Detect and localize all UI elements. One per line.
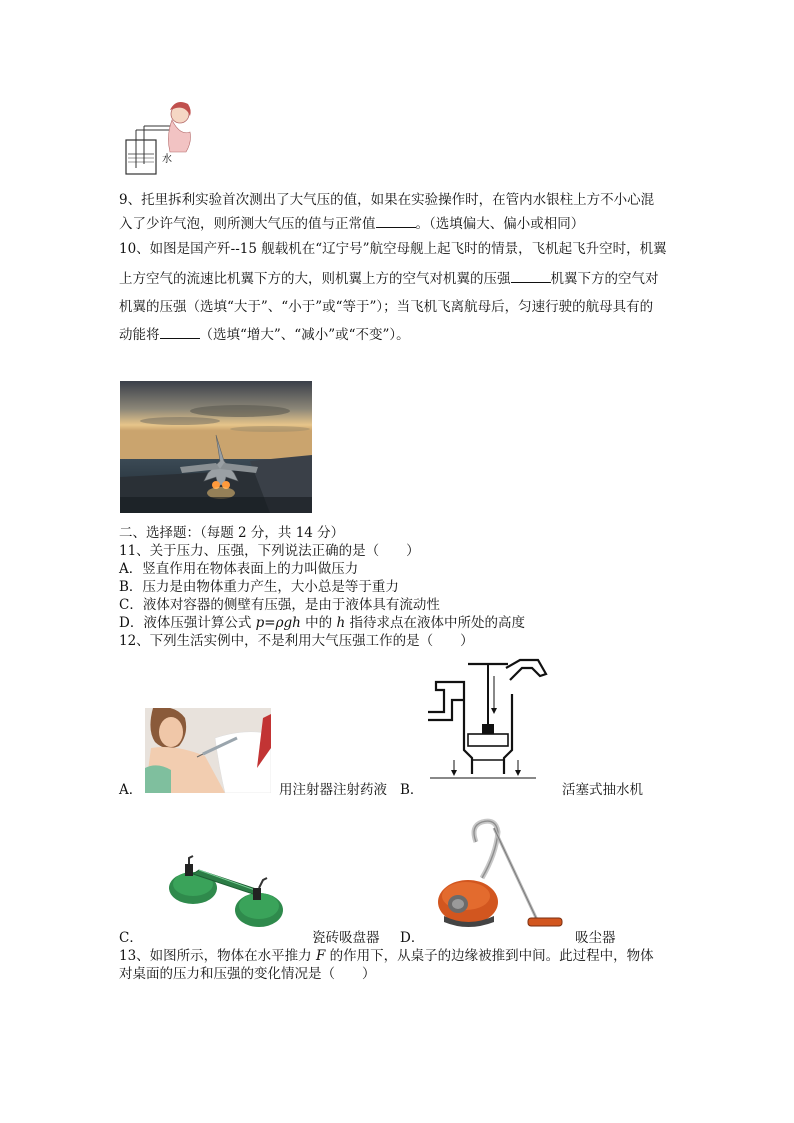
q11-option-b[interactable]: B．压力是由物体重力产生，大小总是等于重力 <box>119 579 399 595</box>
q11-option-a[interactable]: A．竖直作用在物体表面上的力叫做压力 <box>119 561 359 577</box>
q13-force-symbol: F <box>315 948 326 964</box>
injection-photo <box>145 708 271 793</box>
q11-stem: 11、关于压力、压强，下列说法正确的是（ ） <box>119 543 420 559</box>
q10-line1: 10、如图是国产歼--15 舰载机在“辽宁号”航空母舰上起飞时的情景，飞机起飞升空时，机翼 <box>119 241 667 257</box>
q12-option-c-letter[interactable]: C． <box>119 930 143 946</box>
q11-option-d-text-a: D．液体压强计算公式 <box>119 615 256 631</box>
q13-line1 <box>119 947 654 965</box>
q9-line1: 9、托里拆利实验首次测出了大气压的值，如果在实验操作时，在管内水银柱上方不小心混 <box>119 192 655 208</box>
q9-answer-blank[interactable] <box>376 215 416 228</box>
carrier-jet-takeoff-image <box>120 381 312 513</box>
q11-option-d-formula: p=ρgh <box>255 615 301 631</box>
q12-image-vacuum <box>436 818 566 936</box>
q11-option-d-h: h <box>336 615 346 631</box>
q12-option-a-caption: 用注射器注射药液 <box>279 782 387 798</box>
section2-heading: 二、选择题：（每题 2 分，共 14 分） <box>119 525 345 541</box>
q13-line1-text-a: 13、如图所示，物体在水平推力 <box>119 948 316 964</box>
q12-option-c-caption: 瓷砖吸盘器 <box>312 930 380 946</box>
q11-option-c[interactable]: C．液体对容器的侧壁有压强，是由于液体具有流动性 <box>119 597 440 613</box>
suction-lifter-photo <box>163 834 285 930</box>
q10-line3: 机翼的压强（选填“大于”、“小于”或“等于”）；当飞机飞离航母后，匀速行驶的航母具有的 <box>119 299 654 315</box>
q12-image-piston-pump <box>428 654 548 784</box>
q12-option-b-caption: 活塞式抽水机 <box>562 782 643 798</box>
q12-option-a-letter[interactable]: A． <box>119 782 143 798</box>
q9-line2-text-b: 。（选填偏大、偏小或相同） <box>415 216 585 232</box>
q12-image-injection <box>145 708 271 793</box>
q12-option-b-letter[interactable]: B． <box>400 782 424 798</box>
q10-line4-text-b: （选填“增大”、“减小”或“不变”）。 <box>199 327 410 343</box>
carrier-jet-photo <box>120 381 312 513</box>
q11-option-d-text-c: 指待求点在液体中所处的高度 <box>345 615 525 631</box>
q12-stem: 12、下列生活实例中，不是利用大气压强工作的是（ ） <box>119 633 474 649</box>
q10-line2 <box>119 270 659 288</box>
q12-option-d-letter[interactable]: D． <box>400 930 425 946</box>
q10-line2-text-b: 机翼下方的空气对 <box>550 271 659 287</box>
q10-line2-text-a: 上方空气的流速比机翼下方的大，则机翼上方的空气对机翼的压强 <box>119 271 511 287</box>
vacuum-cleaner-photo <box>436 818 566 936</box>
q10-blank-2[interactable] <box>160 326 200 339</box>
top-figure-blowing-experiment <box>120 96 200 178</box>
water-label: 水 <box>162 154 172 165</box>
blowing-experiment-illustration <box>120 96 200 178</box>
piston-pump-diagram <box>428 654 548 784</box>
q10-blank-1[interactable] <box>511 270 551 283</box>
q11-option-d[interactable] <box>119 614 525 632</box>
q12-image-suction-lifter <box>163 834 285 930</box>
q9-line2 <box>119 215 584 233</box>
q13-line1-text-b: 的作用下，从桌子的边缘被推到中间。此过程中，物体 <box>325 948 654 964</box>
q10-line4 <box>119 326 410 344</box>
q12-option-d-caption: 吸尘器 <box>575 930 616 946</box>
q10-line4-text-a: 动能将 <box>119 327 160 343</box>
q13-line2: 对桌面的压力和压强的变化情况是（ ） <box>119 966 376 982</box>
q11-option-d-text-b: 中的 <box>300 615 337 631</box>
q9-line2-text-a: 入了少许气泡，则所测大气压的值与正常值 <box>119 216 376 232</box>
